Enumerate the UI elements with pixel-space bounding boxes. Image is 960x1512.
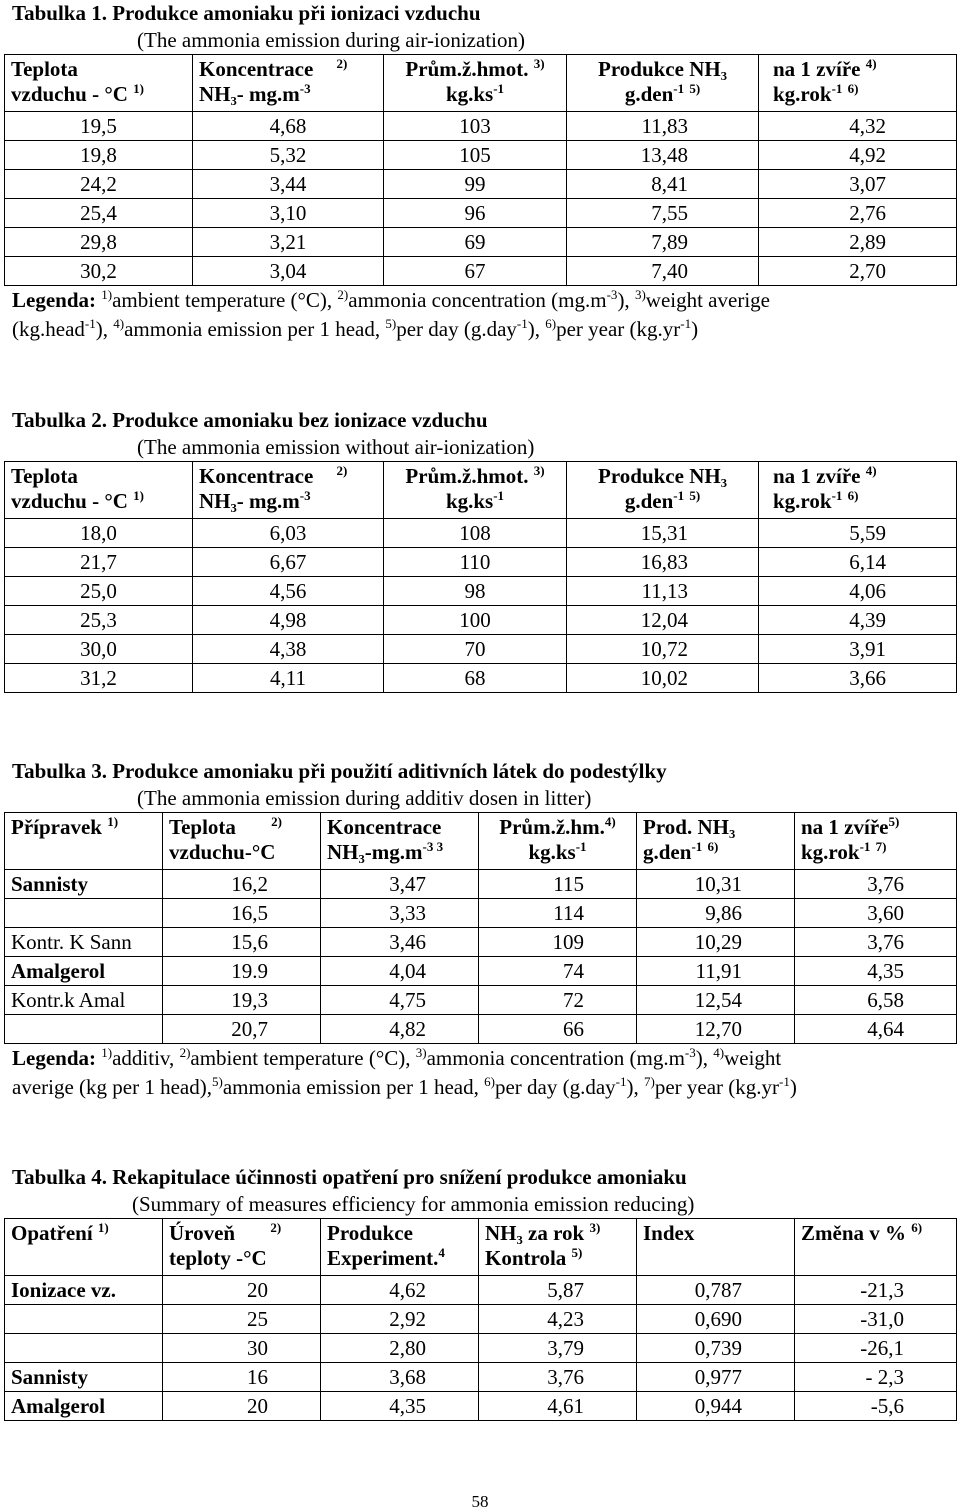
table-row — [5, 899, 957, 928]
header-production: Produkce NH₃ g.den$^{-1}$ $^{5)}$ — [567, 462, 759, 519]
table-cell: 0,739 — [637, 1334, 795, 1363]
table-row — [5, 1015, 957, 1044]
table-cell: 21,7 — [5, 548, 193, 577]
table-1-caption: Tabulka 1. Produkce amoniaku při ionizaci vzduchu — [12, 1, 481, 25]
table-cell: 4,68 — [193, 112, 384, 141]
table-cell: 2,89 — [759, 228, 957, 257]
header-production: Produkce NH₃ g.den$^{-1}$ $^{5)}$ — [567, 55, 759, 112]
table-3-legend: Legenda: $^{1)}$additiv, $^{2)}$ambient temperature (°C), $^{3)}$ammonia concentration $(mg.m^{-3})$, $^{4)}$weight averige (kg per 1 head),$^{5)}$ammonia emission per 1 head, $^{6)}$per day (g.day$^{-1}$), $^{7)}$per year $(kg.yr^{-1})$ — [12, 1045, 797, 1099]
table-cell: 3,44 — [193, 170, 384, 199]
table-1-subtitle: (The ammonia emission during air-ionization) — [137, 28, 525, 52]
table-cell: 6,58 — [795, 986, 957, 1015]
table-cell: 4,75 — [321, 986, 479, 1015]
table-cell: Amalgerol — [5, 1392, 163, 1421]
table-cell: 11,83 — [567, 112, 759, 141]
table-cell: 20 — [163, 1392, 321, 1421]
table-cell: 4,35 — [795, 957, 957, 986]
table-cell: 11,91 — [637, 957, 795, 986]
table-row — [5, 548, 957, 577]
table-cell: Amalgerol — [5, 957, 163, 986]
table-cell: 3,68 — [321, 1363, 479, 1392]
table-cell: 2,80 — [321, 1334, 479, 1363]
table-cell: 25,3 — [5, 606, 193, 635]
table-header-row — [5, 1219, 957, 1276]
table-row — [5, 228, 957, 257]
table-4-subtitle: (Summary of measures efficiency for ammonia emission reducing) — [132, 1192, 695, 1216]
table-cell: 99 — [384, 170, 567, 199]
table-cell: 2,70 — [759, 257, 957, 286]
table-cell: 3,66 — [759, 664, 957, 693]
table-cell: 4,39 — [759, 606, 957, 635]
table-cell: 2,76 — [759, 199, 957, 228]
table-cell: 3,04 — [193, 257, 384, 286]
page-number: 58 — [471, 1492, 489, 1511]
table-header-row — [5, 55, 957, 112]
document-page — [4, 0, 956, 1421]
table-cell: 6,03 — [193, 519, 384, 548]
table-cell: 96 — [384, 199, 567, 228]
table-cell: 19,3 — [163, 986, 321, 1015]
table-row — [5, 1305, 957, 1334]
table-cell: 9,86 — [637, 899, 795, 928]
table-cell: -5,6 — [795, 1392, 957, 1421]
table-row — [5, 635, 957, 664]
table-cell: -26,1 — [795, 1334, 957, 1363]
table-row — [5, 957, 957, 986]
table-cell: 5,59 — [759, 519, 957, 548]
table-cell: 25,4 — [5, 199, 193, 228]
table-cell — [5, 1015, 163, 1044]
table-cell: 3,79 — [479, 1334, 637, 1363]
header-weight: Prům.ž.hmot. $^{3)}$ $kg.ks^{-1}$ — [384, 462, 567, 519]
table-cell: Kontr.k Amal — [5, 986, 163, 1015]
table-cell — [5, 1334, 163, 1363]
table-cell: 110 — [384, 548, 567, 577]
table-cell: 18,0 — [5, 519, 193, 548]
header-weight: Prům.ž.hmot. $^{3)}$ $kg.ks^{-1}$ — [384, 55, 567, 112]
table-cell: 0,690 — [637, 1305, 795, 1334]
header-temperature: Teplota vzduchu - °C $^{1)}$ — [5, 55, 193, 112]
table-cell: 4,06 — [759, 577, 957, 606]
table-cell — [5, 1305, 163, 1334]
table-row — [5, 170, 957, 199]
table-cell: 0,944 — [637, 1392, 795, 1421]
table-3-subtitle: (The ammonia emission during additiv dosen in litter) — [137, 786, 592, 810]
table-cell: 10,31 — [637, 870, 795, 899]
table-cell: 3,91 — [759, 635, 957, 664]
table-cell: 19,8 — [5, 141, 193, 170]
table-cell: 74 — [479, 957, 637, 986]
table-cell: 10,02 — [567, 664, 759, 693]
table-row — [5, 1334, 957, 1363]
table-cell: 3,76 — [479, 1363, 637, 1392]
table-cell: 70 — [384, 635, 567, 664]
table-cell: 29,8 — [5, 228, 193, 257]
table-row — [5, 986, 957, 1015]
table-cell: 4,62 — [321, 1276, 479, 1305]
table-cell: 114 — [479, 899, 637, 928]
table-row — [5, 112, 957, 141]
header-index: Index — [637, 1219, 795, 1276]
table-cell: 67 — [384, 257, 567, 286]
table-3 — [4, 812, 957, 1044]
table-1-legend: Legenda: $^{1)}$ambient temperature (°C), $^{2)}$ammonia concentration $(mg.m^{-3})$, $^{3)}$weight averige (kg.head$^{-1}$), $^{4)}$ammonia emission per 1 head, $^{5)}$per day (g.day$^{-1}$), $^{6)}$per year $(kg.yr^{-1})$ — [12, 287, 770, 341]
table-cell: 11,13 — [567, 577, 759, 606]
table-cell: 105 — [384, 141, 567, 170]
table-cell: - 2,3 — [795, 1363, 957, 1392]
table-cell: 15,31 — [567, 519, 759, 548]
table-cell: 2,92 — [321, 1305, 479, 1334]
table-cell: 98 — [384, 577, 567, 606]
table-cell: -21,3 — [795, 1276, 957, 1305]
table-cell: 30,0 — [5, 635, 193, 664]
table-3-caption: Tabulka 3. Produkce amoniaku při použití aditivních látek do podestýlky — [12, 759, 667, 783]
table-4-body — [5, 1276, 957, 1421]
table-cell: 25 — [163, 1305, 321, 1334]
table-cell: 16,2 — [163, 870, 321, 899]
table-row — [5, 1363, 957, 1392]
header-per-animal: na 1 zvíře $^{4)}$ kg.rok$^{-1}$ $^{6)}$ — [759, 462, 957, 519]
table-cell: 12,54 — [637, 986, 795, 1015]
table-cell: 5,32 — [193, 141, 384, 170]
table-cell: 0,977 — [637, 1363, 795, 1392]
table-cell: 3,33 — [321, 899, 479, 928]
table-cell: 4,64 — [795, 1015, 957, 1044]
header-per-animal: na 1 zvíře$^{5)}$ kg.rok$^{-1}$ $^{7)}$ — [795, 813, 957, 870]
header-preparation: Přípravek $^{1)}$ — [5, 813, 163, 870]
table-2-caption: Tabulka 2. Produkce amoniaku bez ionizace vzduchu — [12, 408, 488, 432]
table-cell: 19,5 — [5, 112, 193, 141]
table-cell: 8,41 — [567, 170, 759, 199]
table-cell: 66 — [479, 1015, 637, 1044]
table-cell: 6,14 — [759, 548, 957, 577]
header-production: Prod. NH₃ g.den$^{-1}$ $^{6)}$ — [637, 813, 795, 870]
table-cell: 25,0 — [5, 577, 193, 606]
table-1 — [4, 54, 957, 286]
table-row — [5, 1276, 957, 1305]
table-row — [5, 606, 957, 635]
table-header-row — [5, 462, 957, 519]
table-cell: 4,61 — [479, 1392, 637, 1421]
table-row — [5, 141, 957, 170]
header-production-experiment: Produkce Experiment.$^4$ — [321, 1219, 479, 1276]
table-header-row — [5, 813, 957, 870]
table-cell: 10,72 — [567, 635, 759, 664]
table-cell: 10,29 — [637, 928, 795, 957]
table-cell: 16 — [163, 1363, 321, 1392]
table-cell: 4,98 — [193, 606, 384, 635]
table-cell: 3,76 — [795, 928, 957, 957]
table-2 — [4, 461, 957, 693]
header-concentration: Koncentrace NH₃-$mg.m^{-3 3}$ — [321, 813, 479, 870]
table-cell: -31,0 — [795, 1305, 957, 1334]
table-cell: 3,10 — [193, 199, 384, 228]
table-cell: 31,2 — [5, 664, 193, 693]
table-4-caption: Tabulka 4. Rekapitulace účinnosti opatření pro snížení produkce amoniaku — [12, 1165, 687, 1189]
table-row — [5, 577, 957, 606]
table-cell: Kontr. K Sann — [5, 928, 163, 957]
table-2-body — [5, 519, 957, 693]
table-cell — [5, 899, 163, 928]
table-cell: 6,67 — [193, 548, 384, 577]
table-cell: 4,11 — [193, 664, 384, 693]
table-cell: 20,7 — [163, 1015, 321, 1044]
table-cell: 4,23 — [479, 1305, 637, 1334]
table-1-body — [5, 112, 957, 286]
header-concentration: Koncentrace $^{2)}$ NH₃- $mg.m^{-3}$ — [193, 462, 384, 519]
table-cell: 12,70 — [637, 1015, 795, 1044]
table-3-body — [5, 870, 957, 1044]
table-row — [5, 928, 957, 957]
table-row — [5, 870, 957, 899]
table-cell: Sannisty — [5, 1363, 163, 1392]
table-cell: 3,60 — [795, 899, 957, 928]
table-4 — [4, 1218, 957, 1421]
table-cell: 7,40 — [567, 257, 759, 286]
table-cell: 7,55 — [567, 199, 759, 228]
table-cell: 4,56 — [193, 577, 384, 606]
header-weight: Prům.ž.hm.$^{4)}$ $kg.ks^{-1}$ — [479, 813, 637, 870]
table-cell: 7,89 — [567, 228, 759, 257]
table-cell: 3,76 — [795, 870, 957, 899]
table-cell: Ionizace vz. — [5, 1276, 163, 1305]
header-production-control: NH₃ za rok $^{3)}$ Kontrola $^{5)}$ — [479, 1219, 637, 1276]
table-cell: 3,47 — [321, 870, 479, 899]
table-cell: 72 — [479, 986, 637, 1015]
header-measure: Opatření $^{1)}$ — [5, 1219, 163, 1276]
table-2-subtitle: (The ammonia emission without air-ionization) — [137, 435, 535, 459]
table-cell: 100 — [384, 606, 567, 635]
table-cell: 20 — [163, 1276, 321, 1305]
table-cell: 4,82 — [321, 1015, 479, 1044]
header-temperature-level: Úroveň $^{2)}$ teploty -°C — [163, 1219, 321, 1276]
table-cell: 19.9 — [163, 957, 321, 986]
table-cell: 15,6 — [163, 928, 321, 957]
table-cell: 0,787 — [637, 1276, 795, 1305]
table-cell: 108 — [384, 519, 567, 548]
table-cell: 30 — [163, 1334, 321, 1363]
table-cell: 16,5 — [163, 899, 321, 928]
table-row — [5, 257, 957, 286]
table-cell: 3,21 — [193, 228, 384, 257]
table-cell: 24,2 — [5, 170, 193, 199]
table-cell: 3,46 — [321, 928, 479, 957]
header-per-animal: na 1 zvíře $^{4)}$ kg.rok$^{-1}$ $^{6)}$ — [759, 55, 957, 112]
table-cell: 4,04 — [321, 957, 479, 986]
header-temperature: Teplota $^{2)}$ vzduchu-°C — [163, 813, 321, 870]
table-cell: 5,87 — [479, 1276, 637, 1305]
table-cell: 30,2 — [5, 257, 193, 286]
table-cell: 68 — [384, 664, 567, 693]
table-row — [5, 664, 957, 693]
table-cell: 3,07 — [759, 170, 957, 199]
table-cell: 4,92 — [759, 141, 957, 170]
table-cell: 13,48 — [567, 141, 759, 170]
table-row — [5, 1392, 957, 1421]
table-cell: 69 — [384, 228, 567, 257]
header-temperature: Teplota vzduchu - °C $^{1)}$ — [5, 462, 193, 519]
table-cell: 16,83 — [567, 548, 759, 577]
table-cell: 12,04 — [567, 606, 759, 635]
table-cell: 109 — [479, 928, 637, 957]
table-cell: 115 — [479, 870, 637, 899]
table-cell: 4,35 — [321, 1392, 479, 1421]
table-row — [5, 199, 957, 228]
header-concentration: Koncentrace $^{2)}$ NH₃- $mg.m^{-3}$ — [193, 55, 384, 112]
table-cell: 4,32 — [759, 112, 957, 141]
table-row — [5, 519, 957, 548]
table-cell: Sannisty — [5, 870, 163, 899]
table-cell: 4,38 — [193, 635, 384, 664]
header-change-percent: Změna v % $^{6)}$ — [795, 1219, 957, 1276]
table-cell: 103 — [384, 112, 567, 141]
